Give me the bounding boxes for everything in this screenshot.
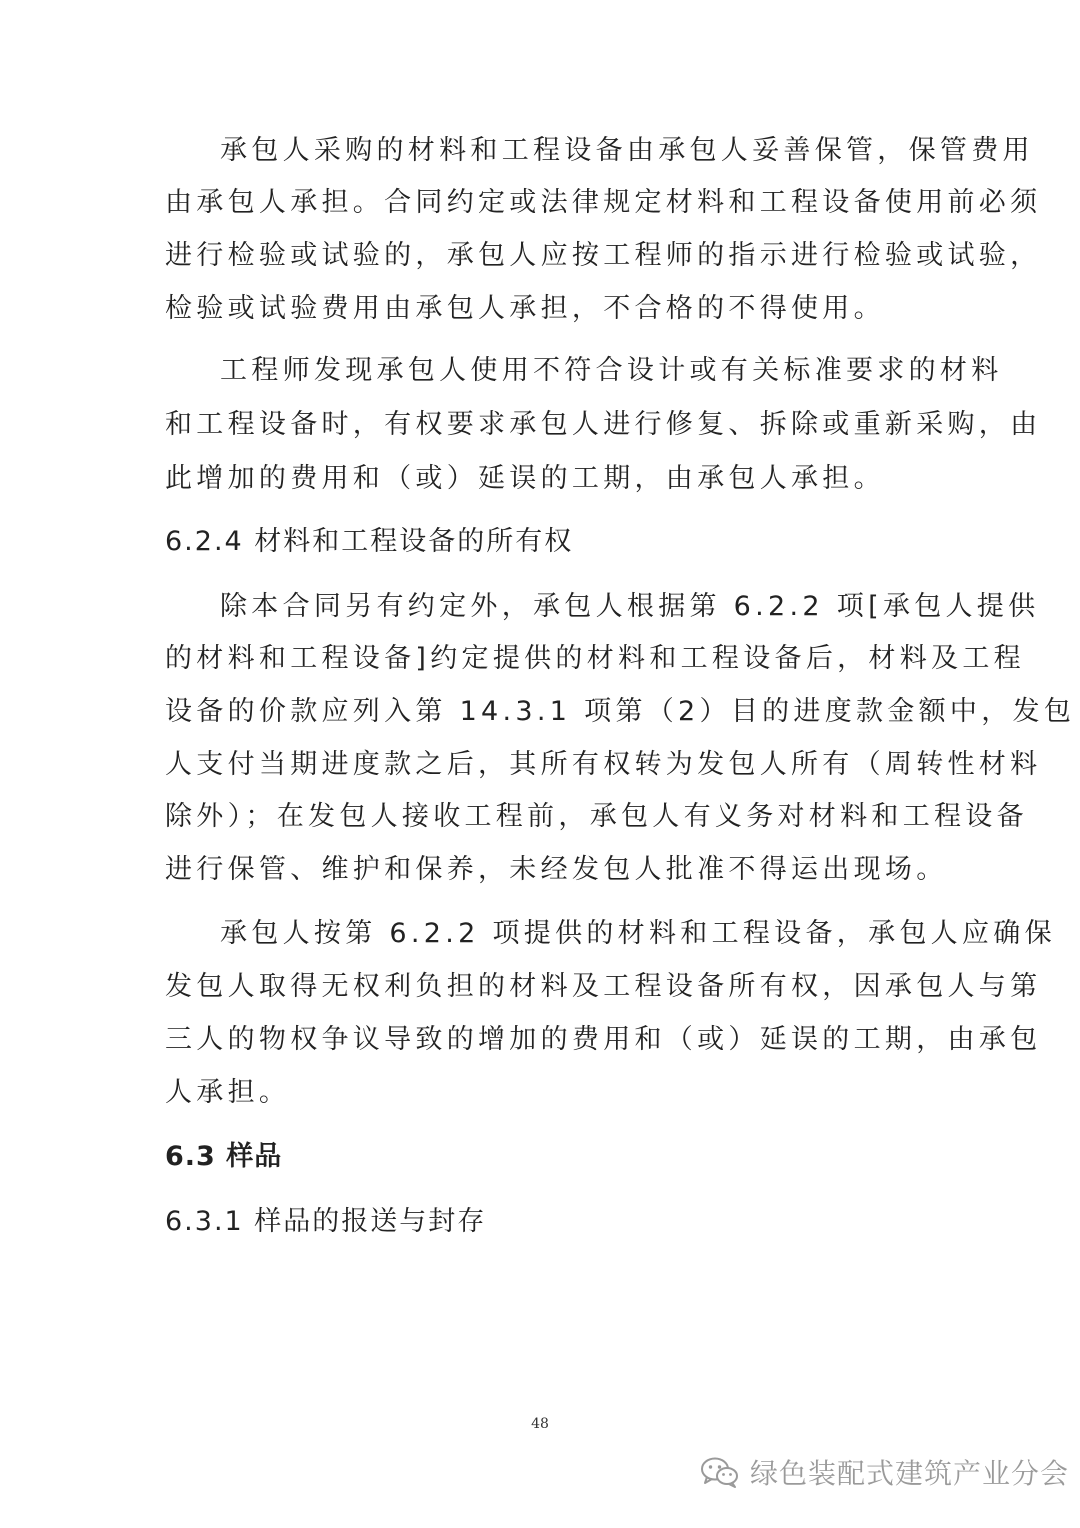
paragraph-line: 人承担。 [165,1077,291,1108]
paragraph-line: 设备的价款应列入第 14.3.1 项第（2）目的进度款金额中，发包 [165,696,1076,727]
paragraph-line: 人支付当期进度款之后，其所有权转为发包人所有（周转性材料 [165,749,1042,780]
paragraph-line: 三人的物权争议导致的增加的费用和（或）延误的工期，由承包 [165,1024,1042,1055]
section-heading-6-2-4: 6.2.4 材料和工程设备的所有权 [165,526,574,557]
paragraph-line: 的材料和工程设备]约定提供的材料和工程设备后，材料及工程 [165,643,1025,674]
paragraph-line: 承包人采购的材料和工程设备由承包人妥善保管，保管费用 [220,135,1034,166]
paragraph-line: 除本合同另有约定外，承包人根据第 6.2.2 项[承包人提供 [220,591,1040,622]
paragraph-line: 由承包人承担。合同约定或法律规定材料和工程设备使用前必须 [165,187,1042,218]
paragraph-line: 发包人取得无权利负担的材料及工程设备所有权，因承包人与第 [165,971,1042,1002]
paragraph-line: 除外）；在发包人接收工程前，承包人有义务对材料和工程设备 [165,801,1028,832]
paragraph-line: 进行保管、维护和保养，未经发包人批准不得运出现场。 [165,854,948,885]
paragraph-line: 此增加的费用和（或）延误的工期，由承包人承担。 [165,463,885,494]
paragraph-line: 工程师发现承包人使用不符合设计或有关标准要求的材料 [220,355,1003,386]
watermark-text: 绿色装配式建筑产业分会 [750,1457,1070,1490]
paragraph-line: 和工程设备时，有权要求承包人进行修复、拆除或重新采购，由 [165,409,1042,440]
section-heading-6-3: 6.3 样品 [165,1141,283,1172]
watermark [700,1452,1069,1492]
paragraph-line: 承包人按第 6.2.2 项提供的材料和工程设备，承包人应确保 [220,918,1056,949]
page-number: 48 [531,1416,549,1432]
wechat-icon [700,1455,740,1489]
paragraph-line: 进行检验或试验的，承包人应按工程师的指示进行检验或试验， [165,240,1042,271]
section-heading-6-3-1: 6.3.1 样品的报送与封存 [165,1206,487,1237]
paragraph-line: 检验或试验费用由承包人承担，不合格的不得使用。 [165,293,885,324]
